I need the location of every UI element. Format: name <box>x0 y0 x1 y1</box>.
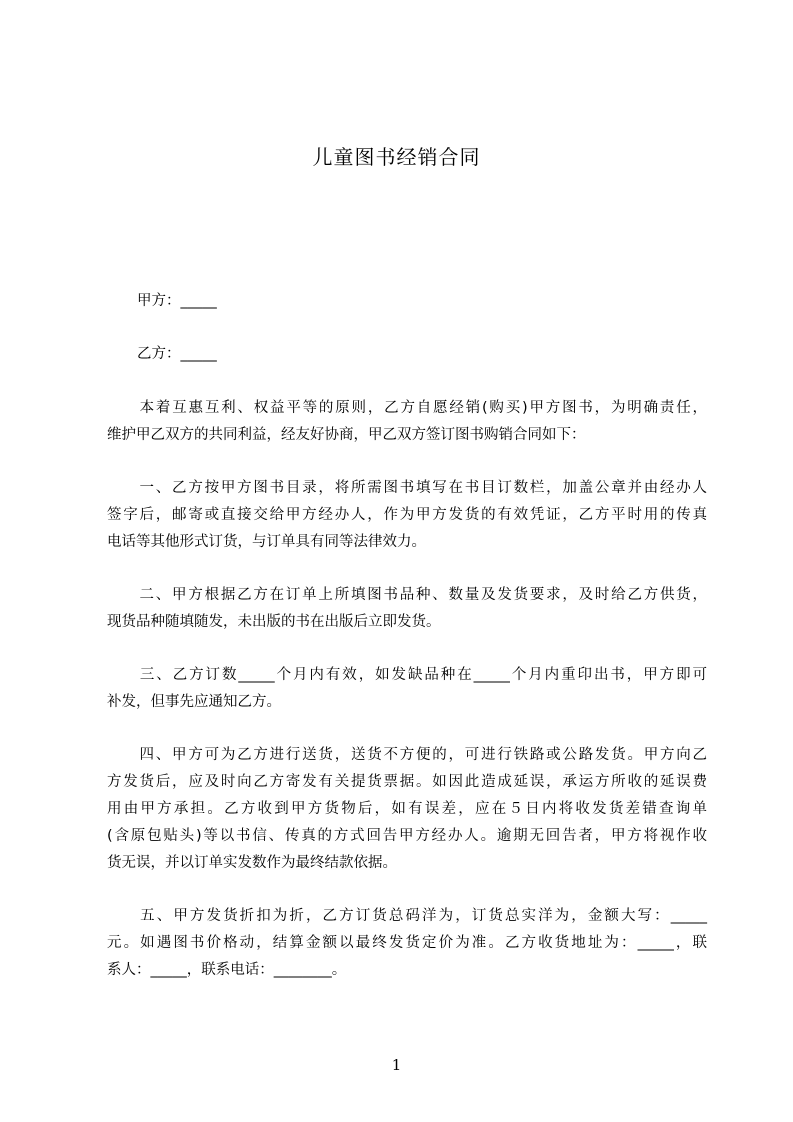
paragraph-line: 五、甲方发货折扣为折，乙方订货总码洋为，订货总实洋为，金额大写：_____ <box>107 908 707 924</box>
paragraph-line: 维护甲乙双方的共同利益，经友好协商，甲乙双方签订图书购销合同如下： <box>107 427 586 443</box>
paragraph-line: 系人：_____，联系电话：________。 <box>107 962 347 978</box>
paragraph-line: 四、甲方可为乙方进行送货，送货不方便的，可进行铁路或公路发货。甲方向乙 <box>107 747 707 763</box>
paragraph-line: 三、乙方订数_____个月内有效，如发缺品种在_____个月内重印出书，甲方即可 <box>107 667 707 683</box>
paragraph-line: 补发，但事先应通知乙方。 <box>107 694 281 710</box>
paragraph-line: 现货品种随填随发，未出版的书在出版后立即发货。 <box>107 614 441 630</box>
page-number: 1 <box>391 1056 402 1074</box>
paragraph-line: 一、乙方按甲方图书目录，将所需图书填写在书目订数栏，加盖公章并由经办人 <box>107 480 707 496</box>
paragraph-line: 用由甲方承担。乙方收到甲方货物后，如有误差，应在５日内将收发货差错查询单 <box>107 801 707 817</box>
paragraph-line: 签字后，邮寄或直接交给甲方经办人，作为甲方发货的有效凭证，乙方平时用的传真 <box>107 507 707 523</box>
paragraph-line: 本着互惠互利、权益平等的原则，乙方自愿经销(购买)甲方图书，为明确责任， <box>107 400 707 416</box>
paragraph-line: 二、甲方根据乙方在订单上所填图书品种、数量及发货要求，及时给乙方供货， <box>107 587 707 603</box>
contract-title: 儿童图书经销合同 <box>312 145 481 169</box>
paragraph-line: 电话等其他形式订货，与订单具有同等法律效力。 <box>107 534 426 550</box>
paragraph-line: 方发货后，应及时向乙方寄发有关提货票据。如因此造成延误，承运方所收的延误费 <box>107 774 707 790</box>
paragraph-line: 货无误，并以订单实发数作为最终结款依据。 <box>107 855 397 871</box>
party-a-line: 甲方：_____ <box>137 293 217 309</box>
party-b-line: 乙方：_____ <box>137 346 217 362</box>
paragraph-line: 元。如遇图书价格动，结算金额以最终发货定价为准。乙方收货地址为：_____，联 <box>107 935 707 951</box>
paragraph-line: (含原包贴头)等以书信、传真的方式回告甲方经办人。逾期无回告者，甲方将视作收 <box>107 828 707 844</box>
